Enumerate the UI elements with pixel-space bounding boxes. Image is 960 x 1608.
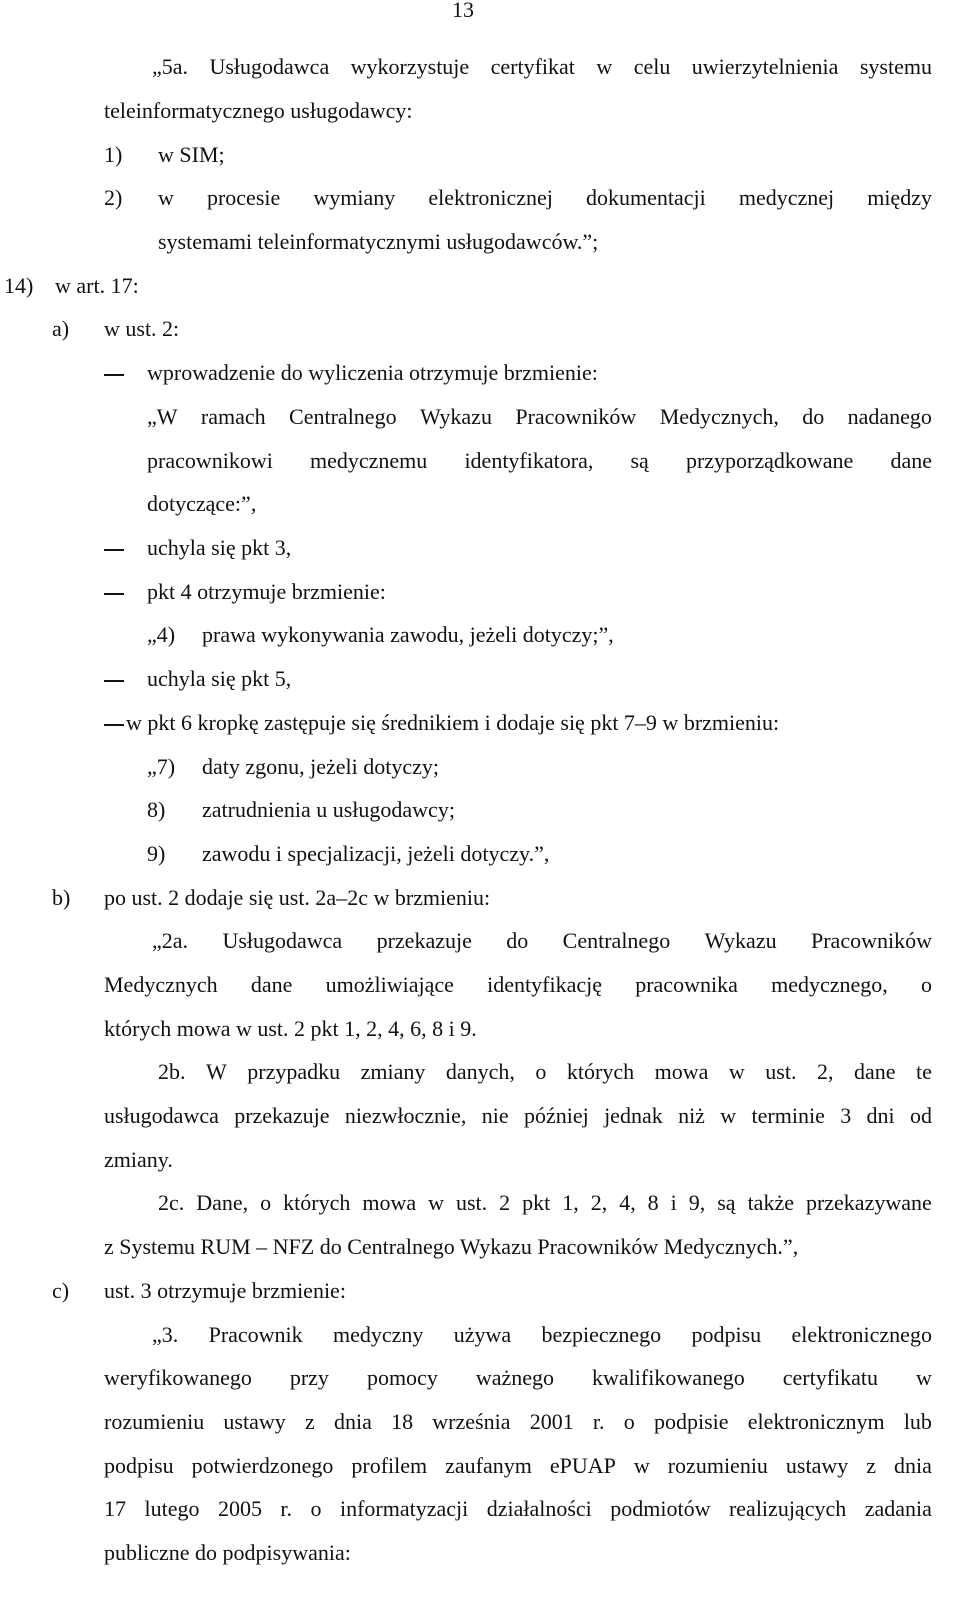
- word: Wykazu: [419, 404, 492, 429]
- word: zaufanym: [445, 1453, 532, 1478]
- text-line: publiczne do podpisywania:: [104, 1540, 351, 1565]
- word: „3.: [152, 1322, 179, 1347]
- dash-marker: [104, 374, 124, 376]
- word: później: [523, 1103, 589, 1128]
- word: pracownika: [635, 972, 738, 997]
- word: pracownikowi: [147, 448, 273, 473]
- word: używa: [453, 1322, 512, 1347]
- word: lutego: [144, 1496, 200, 1521]
- word: umożliwiające: [325, 972, 454, 997]
- word: 2001: [529, 1409, 574, 1434]
- word: o: [920, 972, 932, 997]
- word: elektronicznej: [428, 185, 553, 210]
- text-line: [147, 447, 932, 475]
- list-item: daty zgonu, jeżeli dotyczy;: [202, 754, 440, 779]
- list-item: pkt 4 otrzymuje brzmienie:: [147, 579, 386, 604]
- word: zmiany: [360, 1059, 426, 1084]
- word: 3: [840, 1103, 852, 1128]
- list-number: 1): [104, 142, 123, 167]
- word: między: [867, 185, 932, 210]
- word: terminie: [751, 1103, 825, 1128]
- word: ważnego: [475, 1365, 555, 1390]
- word: elektronicznego: [791, 1322, 932, 1347]
- word: 9,: [688, 1190, 706, 1215]
- word: ramach: [200, 404, 266, 429]
- word: przekazuje: [376, 928, 472, 953]
- word: września: [432, 1409, 511, 1434]
- word: od: [910, 1103, 932, 1128]
- word: wykorzystuje: [350, 54, 470, 79]
- word: o: [310, 1496, 322, 1521]
- word: mowa: [362, 1190, 417, 1215]
- dash-marker: [104, 680, 124, 682]
- word: weryfikowanego: [104, 1365, 252, 1390]
- text-line: [104, 1452, 932, 1480]
- word: działalności: [486, 1496, 592, 1521]
- word: o: [260, 1190, 272, 1215]
- word: przekazuje: [234, 1103, 330, 1128]
- list-letter: c): [52, 1278, 70, 1303]
- list-item: uchyla się pkt 3,: [147, 535, 292, 560]
- word: Usługodawca: [222, 928, 343, 953]
- word: identyfikatora,: [464, 448, 594, 473]
- word: ust.: [455, 1190, 488, 1215]
- list-number: 2): [104, 185, 123, 210]
- word: danych,: [445, 1059, 515, 1084]
- word: przypadku: [247, 1059, 341, 1084]
- word: medycznej: [738, 185, 835, 210]
- word: realizujących: [728, 1496, 847, 1521]
- word: 2,: [590, 1190, 608, 1215]
- list-letter: a): [52, 316, 70, 341]
- word: zadania: [864, 1496, 932, 1521]
- word: do: [506, 928, 529, 953]
- word: dnia: [333, 1409, 372, 1434]
- list-item: w art. 17:: [55, 273, 139, 298]
- list-item: uchyla się pkt 5,: [147, 666, 292, 691]
- word: 2,: [816, 1059, 834, 1084]
- word: Dane,: [196, 1190, 249, 1215]
- word: i: [670, 1190, 677, 1215]
- list-number: „7): [147, 754, 176, 779]
- word: medyczny: [332, 1322, 424, 1347]
- word: w: [158, 185, 174, 210]
- text-line: [158, 1189, 932, 1217]
- text-line: zmiany.: [104, 1147, 173, 1172]
- word: z: [304, 1409, 315, 1434]
- list-number: „4): [147, 622, 176, 647]
- word: 18: [391, 1409, 414, 1434]
- word: Medycznych,: [659, 404, 779, 429]
- word: podpisu: [691, 1322, 762, 1347]
- list-item: w SIM;: [158, 142, 225, 167]
- text-line: [158, 1058, 932, 1086]
- word: Pracowników: [811, 928, 932, 953]
- word: medycznego,: [771, 972, 888, 997]
- word: ust.: [765, 1059, 797, 1084]
- word: certyfikatu: [782, 1365, 879, 1390]
- word: podpisie: [653, 1409, 729, 1434]
- word: nadanego: [847, 404, 932, 429]
- word: w: [633, 1453, 650, 1478]
- word: uwierzytelnienia: [691, 54, 839, 79]
- word: pkt: [522, 1190, 551, 1215]
- word: niż: [678, 1103, 705, 1128]
- word: których: [283, 1190, 351, 1215]
- text-line: których mowa w ust. 2 pkt 1, 2, 4, 6, 8 i 9.: [104, 1016, 477, 1041]
- word: przekazywane: [805, 1190, 932, 1215]
- text-line: [104, 1495, 932, 1523]
- word: w: [428, 1190, 444, 1215]
- word: w: [728, 1059, 745, 1084]
- word: systemu: [859, 54, 932, 79]
- word: w: [720, 1103, 737, 1128]
- list-number: 9): [147, 841, 166, 866]
- word: dane: [250, 972, 293, 997]
- word: 2: [499, 1190, 511, 1215]
- list-letter: b): [52, 885, 71, 910]
- word: ustawy: [223, 1409, 286, 1434]
- text-line: systemami teleinformatycznymi usługodawców.”;: [158, 229, 599, 254]
- word: o: [623, 1409, 635, 1434]
- word: procesie: [206, 185, 281, 210]
- word: podmiotów: [610, 1496, 711, 1521]
- word: podpisu: [104, 1453, 174, 1478]
- word: r.: [280, 1496, 293, 1521]
- word: są: [717, 1190, 736, 1215]
- text-line: z Systemu RUM – NFZ do Centralnego Wykazu Pracowników Medycznych.”,: [104, 1234, 799, 1259]
- word: są: [630, 448, 649, 473]
- word: usługodawca: [104, 1103, 219, 1128]
- text-line: [152, 1321, 932, 1349]
- word: te: [916, 1059, 932, 1084]
- word: dane: [853, 1059, 896, 1084]
- list-item: w pkt 6 kropkę zastępuje się średnikiem i dodaje się pkt 7–9 w brzmieniu:: [126, 710, 780, 735]
- word: potwierdzonego: [191, 1453, 334, 1478]
- dash-marker: [104, 724, 124, 726]
- text-line: dotyczące:”,: [147, 491, 257, 516]
- word: 2005: [217, 1496, 262, 1521]
- list-item: [158, 184, 932, 212]
- list-item: ust. 3 otrzymuje brzmienie:: [104, 1278, 346, 1303]
- text-line: [152, 927, 932, 955]
- dash-marker: [104, 593, 124, 595]
- list-item: prawa wykonywania zawodu, jeżeli dotyczy;”,: [202, 622, 614, 647]
- word: Centralnego: [289, 404, 397, 429]
- dash-marker: [104, 549, 124, 551]
- word: informatyzacji: [339, 1496, 469, 1521]
- word: jednak: [604, 1103, 663, 1128]
- list-item: zatrudnienia u usługodawcy;: [202, 797, 455, 822]
- word: Pracowników: [515, 404, 637, 429]
- word: dni: [866, 1103, 895, 1128]
- word: w: [916, 1365, 932, 1390]
- text-line: teleinformatycznego usługodawcy:: [104, 98, 413, 123]
- word: Wykazu: [704, 928, 777, 953]
- word: Pracownik: [208, 1322, 303, 1347]
- word: dane: [890, 448, 932, 473]
- list-item: zawodu i specjalizacji, jeżeli dotyczy.”,: [202, 841, 550, 866]
- word: bezpiecznego: [541, 1322, 662, 1347]
- word: dnia: [893, 1453, 932, 1478]
- text-line: [104, 1102, 932, 1130]
- word: profilem: [351, 1453, 428, 1478]
- word: „5a.: [152, 54, 189, 79]
- word: do: [802, 404, 825, 429]
- word: o: [535, 1059, 547, 1084]
- word: 2c.: [158, 1190, 185, 1215]
- word: także: [747, 1190, 794, 1215]
- word: 4,: [619, 1190, 636, 1215]
- word: „2a.: [152, 928, 189, 953]
- word: z: [866, 1453, 876, 1478]
- word: Usługodawca: [209, 54, 330, 79]
- page-number: 13: [452, 0, 474, 22]
- word: r.: [592, 1409, 605, 1434]
- text-line: [104, 1364, 932, 1392]
- word: Centralnego: [562, 928, 671, 953]
- word: 1,: [562, 1190, 579, 1215]
- word: pomocy: [366, 1365, 438, 1390]
- word: W: [206, 1059, 227, 1084]
- word: wymiany: [313, 185, 396, 210]
- text-line: [104, 1408, 932, 1436]
- list-item: w ust. 2:: [104, 316, 180, 341]
- word: w: [596, 54, 613, 79]
- word: niezwłocznie,: [344, 1103, 467, 1128]
- word: identyfikację: [487, 972, 602, 997]
- word: medycznemu: [310, 448, 428, 473]
- list-item: po ust. 2 dodaje się ust. 2a–2c w brzmieniu:: [104, 885, 491, 910]
- text-line: [104, 971, 932, 999]
- list-number: 14): [4, 273, 34, 298]
- word: 8: [647, 1190, 659, 1215]
- word: mowa: [654, 1059, 709, 1084]
- text-line: [152, 53, 932, 81]
- word: dokumentacji: [586, 185, 706, 210]
- word: których: [566, 1059, 635, 1084]
- word: Medycznych: [104, 972, 218, 997]
- word: nie: [481, 1103, 509, 1128]
- word: lub: [903, 1409, 932, 1434]
- word: rozumieniu: [104, 1409, 205, 1434]
- word: przy: [289, 1365, 329, 1390]
- word: ustawy: [785, 1453, 849, 1478]
- word: celu: [633, 54, 671, 79]
- word: certyfikat: [490, 54, 575, 79]
- word: „W: [147, 404, 178, 429]
- list-number: 8): [147, 797, 166, 822]
- word: kwalifikowanego: [592, 1365, 745, 1390]
- word: 2b.: [158, 1059, 186, 1084]
- list-item: wprowadzenie do wyliczenia otrzymuje brzmienie:: [147, 360, 598, 385]
- word: 17: [104, 1496, 126, 1521]
- word: elektronicznym: [747, 1409, 885, 1434]
- text-line: [147, 403, 932, 431]
- word: rozumieniu: [667, 1453, 768, 1478]
- word: ePUAP: [549, 1453, 616, 1478]
- word: przyporządkowane: [685, 448, 854, 473]
